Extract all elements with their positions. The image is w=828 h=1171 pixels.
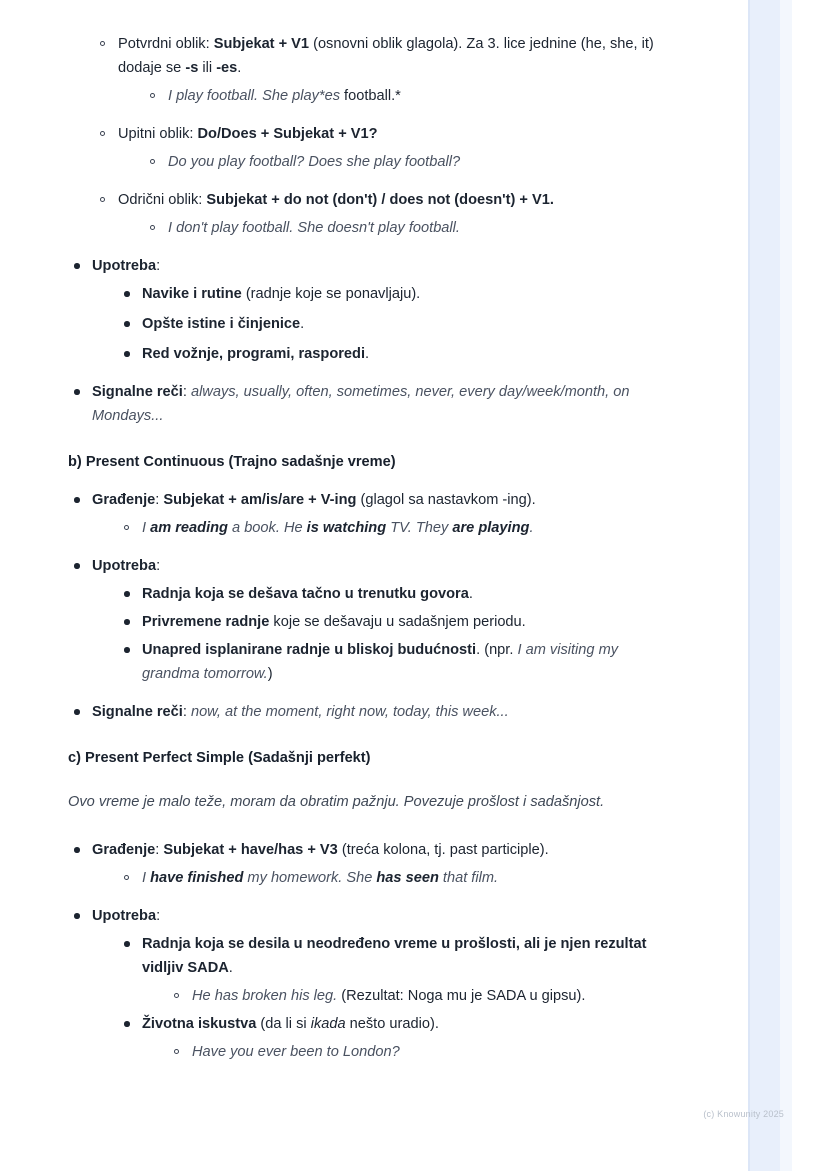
- decorative-band-secondary: [780, 0, 792, 1171]
- negative-form-item: [94, 188, 664, 240]
- present-continuous-heading: b) Present Continuous (Trajno sadašnje vreme): [68, 454, 396, 470]
- pc-usage-colon: :: [156, 558, 161, 574]
- negative-example-item: [144, 216, 664, 240]
- simple-present-usage-items: [118, 282, 664, 366]
- affirmative-conjunction: ili: [198, 60, 217, 76]
- pc-example-b-bold: is watching: [306, 520, 387, 536]
- pc-example-list: [118, 516, 664, 540]
- pc-example-a: I: [142, 520, 151, 536]
- pp-usage-experience-example-text: Have you ever been to London?: [192, 1044, 400, 1060]
- pp-usage-colon: :: [156, 908, 161, 924]
- affirmative-example-italic: I play football. She play*es: [168, 88, 340, 104]
- pp-formation-item: [68, 838, 664, 890]
- pp-example-b: my homework. She: [243, 870, 377, 886]
- pp-usage-heading-item: [68, 904, 664, 1064]
- pc-usage-item-rest: .: [468, 586, 473, 602]
- pc-formation-rule: Subjekat + am/is/are + V-ing: [163, 492, 357, 508]
- pp-usage-experience-bold: Životna iskustva: [142, 1016, 257, 1032]
- copyright-watermark: (c) Knowunity 2025: [703, 1109, 784, 1119]
- pc-usage-planned-example: I am visiting my grandma tomorrow.: [142, 642, 619, 682]
- pc-example-item: [118, 516, 664, 540]
- usage-heading-item: [68, 254, 664, 366]
- pc-usage-items: [118, 582, 664, 686]
- pc-usage-item-bold: Privremene radnje: [142, 614, 270, 630]
- pp-usage-experience-example-item: [168, 1040, 664, 1064]
- pp-usage-experience-rest-a: (da li si: [256, 1016, 311, 1032]
- negative-example-text: I don't play football. She doesn't play football.: [168, 220, 460, 236]
- usage-label: Upotreba: [92, 258, 157, 274]
- negative-example-list: [144, 216, 664, 240]
- affirmative-example-list: [144, 84, 664, 108]
- affirmative-example-item: [144, 84, 664, 108]
- present-perfect-list: [68, 838, 664, 1064]
- pp-usage-label: Upotreba: [92, 908, 157, 924]
- interrogative-example-list: [144, 150, 664, 174]
- pc-example-c: TV. They: [386, 520, 453, 536]
- pc-usage-planned-bold: Unapred isplanirane radnje u bliskoj budućnosti: [142, 642, 477, 658]
- affirmative-suffix-s: -s: [185, 60, 199, 76]
- pp-example-list: [118, 866, 664, 890]
- pp-example-item: [118, 866, 664, 890]
- pc-signal-words-colon: :: [182, 704, 191, 720]
- pp-usage-result-item: [118, 932, 664, 1008]
- usage-item-rest: .: [300, 316, 305, 332]
- pc-usage-heading-item: [68, 554, 664, 686]
- pp-formation-rule: Subjekat + have/has + V3: [163, 842, 338, 858]
- pp-example-a: I: [142, 870, 151, 886]
- signal-words-colon: :: [182, 384, 191, 400]
- pp-example-b-bold: has seen: [376, 870, 439, 886]
- pp-usage-experience-rest-b: nešto uradio).: [345, 1016, 439, 1032]
- usage-item-bold: Red vožnje, programi, rasporedi: [142, 346, 366, 362]
- interrogative-label: Upitni oblik:: [118, 126, 198, 142]
- pp-formation-rest: (treća kolona, tj. past participle).: [337, 842, 549, 858]
- signal-words-label: Signalne reči: [92, 384, 183, 400]
- pc-example-b: a book. He: [227, 520, 307, 536]
- present-perfect-heading: c) Present Perfect Simple (Sadašnji perfekt): [68, 750, 371, 766]
- pc-formation-rest: (glagol sa nastavkom -ing).: [356, 492, 536, 508]
- pc-formation-item: [68, 488, 664, 540]
- pc-formation-colon: :: [155, 492, 164, 508]
- pp-usage-items: [118, 932, 664, 1064]
- pc-usage-item: [118, 610, 664, 634]
- usage-item-bold: Navike i rutine: [142, 286, 242, 302]
- pc-example-d: .: [529, 520, 534, 536]
- interrogative-example-item: [144, 150, 664, 174]
- affirmative-label: Potvrdni oblik:: [118, 36, 214, 52]
- negative-rule: Subjekat + do not (don't) / does not (doesn't) + V1.: [206, 192, 554, 208]
- usage-item-rest: .: [365, 346, 370, 362]
- pp-usage-result-example-list: [168, 984, 664, 1008]
- pc-usage-item-rest: koje se dešavaju u sadašnjem periodu.: [269, 614, 526, 630]
- pp-example-c: that film.: [438, 870, 499, 886]
- document-content: [68, 32, 664, 1078]
- pc-signal-words-label: Signalne reči: [92, 704, 183, 720]
- usage-item: [118, 282, 664, 306]
- signal-words-item: [68, 380, 664, 428]
- pp-formation-colon: :: [155, 842, 164, 858]
- affirmative-period: .: [237, 60, 242, 76]
- usage-item: [118, 342, 664, 366]
- negative-label: Odrični oblik:: [118, 192, 207, 208]
- pp-usage-result-example-rest: (Rezultat: Noga mu je SADA u gipsu).: [337, 988, 586, 1004]
- pc-usage-label: Upotreba: [92, 558, 157, 574]
- pp-formation-label: Građenje: [92, 842, 156, 858]
- affirmative-example-rest: football.*: [340, 88, 401, 104]
- interrogative-rule: Do/Does + Subjekat + V1?: [197, 126, 378, 142]
- signal-words-text: always, usually, often, sometimes, never, every day/week/month, on Mondays...: [92, 384, 630, 424]
- pc-signal-words-text: now, at the moment, right now, today, this week...: [190, 704, 509, 720]
- pc-usage-planned-rest: . (npr.: [476, 642, 518, 658]
- pc-signal-words-item: [68, 700, 664, 724]
- interrogative-form-item: [94, 122, 664, 174]
- usage-item-bold: Opšte istine i činjenice: [142, 316, 301, 332]
- affirmative-rule-rest: (osnovni oblik glagola). Za 3. lice jednine (he, she, it) dodaje se: [118, 36, 654, 76]
- pp-usage-result-example-item: [168, 984, 664, 1008]
- pc-usage-planned-close: ): [267, 666, 273, 682]
- affirmative-form-item: [94, 32, 664, 108]
- interrogative-example-text: Do you play football? Does she play football?: [168, 154, 461, 170]
- pp-usage-experience-italic: ikada: [310, 1016, 346, 1032]
- simple-present-usage-list: [68, 254, 664, 428]
- pc-usage-item-bold: Radnja koja se dešava tačno u trenutku govora: [142, 586, 469, 602]
- pp-usage-result-bold: Radnja koja se desila u neodređeno vreme u prošlosti, ali je njen rezultat vidljiv SADA: [142, 936, 647, 976]
- pp-example-a-bold: have finished: [150, 870, 244, 886]
- pc-formation-label: Građenje: [92, 492, 156, 508]
- decorative-band-primary: [750, 0, 780, 1171]
- usage-colon: :: [156, 258, 161, 274]
- pc-usage-item: [118, 582, 664, 606]
- usage-item: [118, 312, 664, 336]
- present-perfect-note: Ovo vreme je malo teže, moram da obratim pažnju. Povezuje prošlost i sadašnjost.: [68, 794, 605, 810]
- pp-usage-experience-example-list: [168, 1040, 664, 1064]
- pp-usage-result-rest: .: [228, 960, 233, 976]
- usage-item-rest: (radnje koje se ponavljaju).: [241, 286, 421, 302]
- pc-usage-planned-item: [118, 638, 664, 686]
- affirmative-rule: Subjekat + V1: [213, 36, 310, 52]
- pp-usage-result-example-italic: He has broken his leg.: [192, 988, 338, 1004]
- simple-present-forms-list: [94, 32, 664, 240]
- present-continuous-list: [68, 488, 664, 724]
- pc-example-a-bold: am reading: [150, 520, 228, 536]
- pc-example-c-bold: are playing: [452, 520, 530, 536]
- affirmative-suffix-es: -es: [216, 60, 238, 76]
- pp-usage-experience-item: [118, 1012, 664, 1064]
